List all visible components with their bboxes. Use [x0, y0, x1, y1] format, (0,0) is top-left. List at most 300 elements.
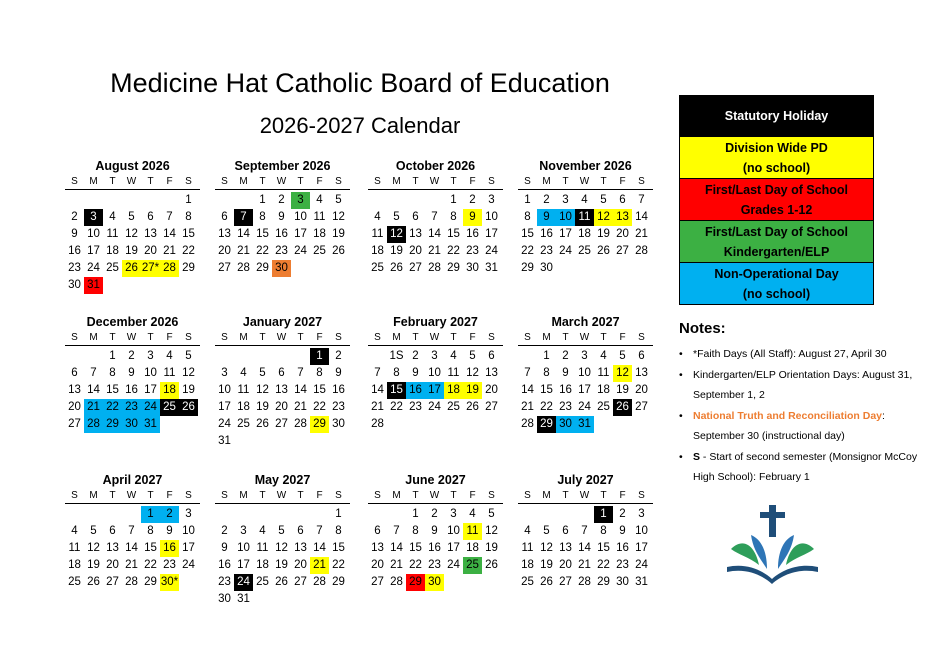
day-cell: 27	[409, 262, 422, 274]
weekday-label: F	[316, 332, 323, 343]
weekday-label: S	[185, 332, 192, 343]
month-block	[518, 157, 653, 277]
day-cell: 18	[160, 382, 179, 399]
month-block	[368, 157, 503, 277]
weekday-label: W	[276, 176, 287, 187]
day-cell: 11	[463, 523, 482, 540]
day-cell: 5	[185, 350, 192, 362]
weekday-label: W	[276, 490, 287, 501]
weekday-label: S	[374, 332, 381, 343]
day-cell: 24	[294, 245, 307, 257]
day-cell: 17	[182, 542, 195, 554]
day-cell: 1	[524, 194, 531, 206]
day-cell: 13	[144, 228, 157, 240]
day-cell: 29	[332, 576, 345, 588]
day-cell: 28	[294, 418, 307, 430]
day-cell: 22	[447, 245, 460, 257]
weekday-label: T	[259, 490, 266, 501]
weekday-label: T	[109, 332, 116, 343]
weekday-label: S	[335, 332, 342, 343]
day-cell: 20	[68, 401, 81, 413]
day-cell: 2	[412, 350, 419, 362]
day-cell: 20	[409, 245, 422, 257]
day-cell: 17	[294, 228, 307, 240]
month-block	[518, 313, 653, 433]
day-cell: 24	[141, 399, 160, 416]
day-cell: 24	[87, 262, 100, 274]
day-cell: 20	[485, 384, 498, 396]
day-cell: 27*	[141, 260, 160, 277]
day-cell: 29	[144, 576, 157, 588]
day-cell: 4	[240, 367, 247, 379]
day-cell: 19	[597, 228, 610, 240]
blank-cell	[215, 348, 234, 365]
month-name: August 2026	[95, 159, 170, 173]
day-cell: 8	[543, 367, 550, 379]
day-cell: 4	[450, 350, 457, 362]
month-block	[518, 471, 653, 591]
day-cell: 29	[310, 416, 329, 433]
day-cell: 22	[103, 399, 122, 416]
blank-cell	[387, 192, 406, 209]
blank-cell	[215, 506, 234, 523]
month-block	[65, 313, 200, 433]
blank-cell	[368, 506, 387, 523]
day-cell: 15	[447, 228, 460, 240]
day-cell: 14	[125, 542, 138, 554]
day-cell: 3	[240, 525, 247, 537]
weekday-label: F	[469, 490, 476, 501]
day-cell: 20	[106, 559, 119, 571]
day-cell: 2	[71, 211, 78, 223]
day-grid	[518, 192, 653, 277]
month-name: June 2027	[405, 473, 466, 487]
day-cell: 25	[597, 401, 610, 413]
day-cell: 26	[87, 576, 100, 588]
day-cell: 9	[335, 367, 342, 379]
month-block	[65, 471, 200, 591]
day-cell: 28	[313, 576, 326, 588]
day-cell: 7	[638, 194, 645, 206]
day-cell: 29	[182, 262, 195, 274]
day-cell: 29	[103, 416, 122, 433]
day-cell: 3	[185, 508, 192, 520]
day-cell: 13	[275, 384, 288, 396]
legend-nonop	[680, 263, 873, 304]
day-grid	[368, 506, 503, 591]
day-cell: 13	[409, 228, 422, 240]
day-cell: 23	[163, 559, 176, 571]
day-cell: 6	[638, 350, 645, 362]
day-cell: 31	[141, 416, 160, 433]
blank-cell	[518, 348, 537, 365]
day-cell: 20	[218, 245, 231, 257]
day-cell: 9	[278, 211, 285, 223]
day-cell: 11	[256, 542, 269, 554]
day-cell: 17	[237, 559, 250, 571]
day-cell: 18	[578, 228, 591, 240]
day-cell: 22	[313, 401, 326, 413]
weekday-label: M	[89, 332, 98, 343]
weekday-header	[368, 175, 503, 190]
day-cell: 19	[616, 384, 629, 396]
weekday-label: T	[297, 332, 304, 343]
blank-cell	[215, 192, 234, 209]
day-cell: 14	[294, 384, 307, 396]
day-cell: 10	[218, 384, 231, 396]
day-cell: 14	[390, 542, 403, 554]
day-cell: 18	[68, 559, 81, 571]
day-cell: 17	[144, 384, 157, 396]
day-grid	[65, 506, 200, 591]
blank-cell	[425, 192, 444, 209]
blank-cell	[84, 192, 103, 209]
weekday-label: W	[126, 332, 137, 343]
day-cell: 12	[540, 542, 553, 554]
day-cell: 18	[313, 228, 326, 240]
day-cell: 10	[447, 525, 460, 537]
day-cell: 24	[182, 559, 195, 571]
weekday-label: M	[239, 490, 248, 501]
day-cell: 2	[128, 350, 135, 362]
day-cell: 21	[390, 559, 403, 571]
blank-cell	[234, 192, 253, 209]
day-cell: 1	[109, 350, 116, 362]
day-cell: 24	[428, 401, 441, 413]
day-cell: 7	[316, 525, 323, 537]
weekday-label: S	[71, 490, 78, 501]
day-cell: 5	[335, 194, 342, 206]
note-truth-reconciliation: • National Truth and Reconciliation Day: September 30 (instructional day)	[679, 406, 919, 447]
day-cell: 27	[616, 245, 629, 257]
weekday-label: F	[469, 332, 476, 343]
day-cell: 26	[275, 576, 288, 588]
day-cell: 5	[128, 211, 135, 223]
day-cell: 1	[450, 194, 457, 206]
day-cell: 10	[294, 211, 307, 223]
weekday-label: T	[600, 176, 607, 187]
month-name: February 2027	[393, 315, 478, 329]
day-grid	[215, 192, 350, 277]
day-cell: 15	[597, 542, 610, 554]
month-name: November 2026	[539, 159, 632, 173]
day-cell: 4	[374, 211, 381, 223]
weekday-label: W	[276, 332, 287, 343]
day-cell: 30	[332, 418, 345, 430]
day-cell: 9	[71, 228, 78, 240]
blank-cell	[272, 506, 291, 523]
day-cell: 2	[160, 506, 179, 523]
day-cell: 13	[485, 367, 498, 379]
day-cell: 16	[466, 228, 479, 240]
weekday-header	[215, 331, 350, 346]
day-cell: 5	[278, 525, 285, 537]
month-name: October 2026	[395, 159, 476, 173]
blank-cell	[291, 506, 310, 523]
day-cell: 29	[406, 574, 425, 591]
day-cell: 9	[463, 209, 482, 226]
day-cell: 5	[90, 525, 97, 537]
day-cell: 24	[218, 418, 231, 430]
blank-cell	[272, 348, 291, 365]
day-cell: 23	[428, 559, 441, 571]
day-cell: 31	[84, 277, 103, 294]
day-cell: 21	[635, 228, 648, 240]
weekday-label: T	[259, 332, 266, 343]
blank-cell	[160, 192, 179, 209]
notes-title: Notes:	[679, 320, 726, 337]
day-cell: 6	[412, 211, 419, 223]
day-cell: 16	[68, 245, 81, 257]
day-cell: 23	[218, 576, 231, 588]
day-cell: 16	[540, 228, 553, 240]
weekday-label: F	[619, 332, 626, 343]
day-cell: 31	[635, 576, 648, 588]
day-cell: 19	[390, 245, 403, 257]
day-grid	[368, 192, 503, 277]
weekday-label: S	[185, 176, 192, 187]
day-cell: 7	[234, 209, 253, 226]
day-cell: 28	[428, 262, 441, 274]
day-cell: 21	[125, 559, 138, 571]
day-cell: 26	[256, 418, 269, 430]
weekday-label: T	[109, 176, 116, 187]
day-cell: 26	[179, 399, 198, 416]
day-cell: 18	[444, 382, 463, 399]
blank-cell	[253, 506, 272, 523]
day-cell: 5	[488, 508, 495, 520]
day-cell: 30	[122, 416, 141, 433]
blank-cell	[122, 506, 141, 523]
day-cell: 28	[160, 260, 179, 277]
day-cell: 21	[84, 399, 103, 416]
day-cell: 21	[294, 401, 307, 413]
day-cell: 2	[543, 194, 550, 206]
day-cell: 11	[237, 384, 250, 396]
blank-cell	[84, 348, 103, 365]
day-cell: 7	[297, 367, 304, 379]
month-name: January 2027	[242, 315, 323, 329]
day-cell: 11	[521, 542, 534, 554]
blank-cell	[84, 506, 103, 523]
legend-label: Kindergarten/ELP	[723, 244, 830, 259]
day-cell: 19	[256, 401, 269, 413]
day-cell: 15	[182, 228, 195, 240]
day-cell: 25	[68, 576, 81, 588]
day-cell: 2	[278, 194, 285, 206]
blank-cell	[575, 506, 594, 523]
note-orientation-days: • Kindergarten/ELP Orientation Days: August 31, September 1, 2	[679, 365, 919, 406]
day-cell: 1	[310, 348, 329, 365]
weekday-label: W	[429, 176, 440, 187]
day-cell: 26	[485, 559, 498, 571]
weekday-label: W	[126, 176, 137, 187]
day-cell: 16	[125, 384, 138, 396]
day-cell: 29	[256, 262, 269, 274]
weekday-label: S	[638, 490, 645, 501]
day-cell: 3	[562, 194, 569, 206]
day-cell: 9	[562, 367, 569, 379]
day-cell: 21	[428, 245, 441, 257]
day-cell: 22	[182, 245, 195, 257]
day-cell: 24	[485, 245, 498, 257]
legend-label: (no school)	[742, 160, 811, 175]
day-cell: 23	[616, 559, 629, 571]
day-cell: 6	[374, 525, 381, 537]
day-cell: 26	[613, 399, 632, 416]
day-cell: 15	[313, 384, 326, 396]
weekday-label: M	[392, 332, 401, 343]
day-cell: 8	[259, 211, 266, 223]
day-cell: 27	[275, 418, 288, 430]
day-cell: 3	[488, 194, 495, 206]
day-cell: 20	[616, 228, 629, 240]
day-cell: 8	[185, 211, 192, 223]
weekday-label: S	[374, 490, 381, 501]
day-cell: 15	[332, 542, 345, 554]
weekday-label: S	[71, 176, 78, 187]
notes-list	[679, 344, 919, 488]
day-cell: 30	[425, 574, 444, 591]
day-cell: 15	[521, 228, 534, 240]
day-cell: 22	[540, 401, 553, 413]
legend-label: Statutory Holiday	[724, 109, 829, 123]
day-cell: 5	[469, 350, 476, 362]
weekday-header	[518, 489, 653, 504]
day-cell: 4	[524, 525, 531, 537]
day-cell: 27	[106, 576, 119, 588]
day-cell: 10	[237, 542, 250, 554]
weekday-label: T	[600, 490, 607, 501]
day-cell: 10	[144, 367, 157, 379]
day-cell: 27	[635, 401, 648, 413]
weekday-label: M	[542, 176, 551, 187]
blank-cell	[518, 506, 537, 523]
day-cell: 15	[540, 384, 553, 396]
day-cell: 31	[485, 262, 498, 274]
day-cell: 25	[578, 245, 591, 257]
day-cell: 29	[597, 576, 610, 588]
blank-cell	[103, 192, 122, 209]
weekday-label: T	[450, 490, 457, 501]
weekday-label: F	[619, 490, 626, 501]
day-cell: 31	[237, 593, 250, 605]
day-cell: 24	[578, 401, 591, 413]
day-cell: 20	[294, 559, 307, 571]
month-block	[215, 157, 350, 277]
day-cell: 23	[122, 399, 141, 416]
day-cell: 14	[313, 542, 326, 554]
day-cell: 1	[259, 194, 266, 206]
weekday-label: T	[147, 490, 154, 501]
day-cell: 20	[635, 384, 648, 396]
day-cell: 24	[635, 559, 648, 571]
day-cell: 12	[466, 367, 479, 379]
note-second-semester: • S - Start of second semester (Monsignor McCoy High School): February 1	[679, 447, 919, 488]
day-cell: 1	[185, 194, 192, 206]
day-cell: 1S	[389, 350, 404, 362]
day-cell: 5	[259, 367, 266, 379]
day-cell: 11	[313, 211, 326, 223]
weekday-label: T	[450, 332, 457, 343]
day-grid	[215, 506, 350, 608]
legend-kinder	[680, 221, 873, 263]
day-cell: 7	[524, 367, 531, 379]
day-grid	[518, 506, 653, 591]
day-cell: 28	[125, 576, 138, 588]
weekday-header	[368, 331, 503, 346]
day-cell: 18	[237, 401, 250, 413]
blank-cell	[368, 348, 387, 365]
day-cell: 6	[297, 525, 304, 537]
day-cell: 2	[221, 525, 228, 537]
day-cell: 25	[160, 399, 179, 416]
day-cell: 20	[559, 559, 572, 571]
day-cell: 22	[256, 245, 269, 257]
day-cell: 12	[594, 209, 613, 226]
weekday-label: S	[638, 176, 645, 187]
day-cell: 8	[600, 525, 607, 537]
day-cell: 19	[485, 542, 498, 554]
weekday-label: W	[579, 176, 590, 187]
day-cell: 23	[68, 262, 81, 274]
blank-cell	[253, 348, 272, 365]
month-block	[368, 471, 503, 591]
day-cell: 15	[256, 228, 269, 240]
weekday-label: F	[619, 176, 626, 187]
weekday-label: S	[335, 176, 342, 187]
weekday-label: S	[335, 490, 342, 501]
day-cell: 23	[540, 245, 553, 257]
day-cell: 30	[616, 576, 629, 588]
day-cell: 12	[613, 365, 632, 382]
weekday-header	[215, 175, 350, 190]
day-cell: 8	[524, 211, 531, 223]
weekday-label: T	[412, 490, 419, 501]
legend	[679, 95, 874, 305]
day-cell: 21	[578, 559, 591, 571]
day-cell: 16	[406, 382, 425, 399]
day-cell: 2	[469, 194, 476, 206]
legend-first	[680, 179, 873, 221]
weekday-header	[368, 489, 503, 504]
day-cell: 8	[450, 211, 457, 223]
day-cell: 9	[166, 525, 173, 537]
day-cell: 30*	[160, 574, 179, 591]
weekday-header	[518, 331, 653, 346]
day-cell: 26	[332, 245, 345, 257]
day-cell: 5	[600, 194, 607, 206]
day-cell: 2	[619, 508, 626, 520]
day-cell: 19	[463, 382, 482, 399]
month-name: September 2026	[234, 159, 331, 173]
weekday-label: M	[542, 490, 551, 501]
weekday-label: T	[412, 176, 419, 187]
day-cell: 3	[450, 508, 457, 520]
day-cell: 24	[559, 245, 572, 257]
day-cell: 3	[638, 508, 645, 520]
day-cell: 27	[371, 576, 384, 588]
day-cell: 14	[428, 228, 441, 240]
day-cell: 3	[431, 350, 438, 362]
month-name: December 2026	[86, 315, 179, 329]
blank-cell	[234, 506, 253, 523]
weekday-header	[518, 175, 653, 190]
day-cell: 12	[275, 542, 288, 554]
weekday-label: M	[89, 490, 98, 501]
weekday-label: S	[524, 490, 531, 501]
day-cell: 23	[275, 245, 288, 257]
